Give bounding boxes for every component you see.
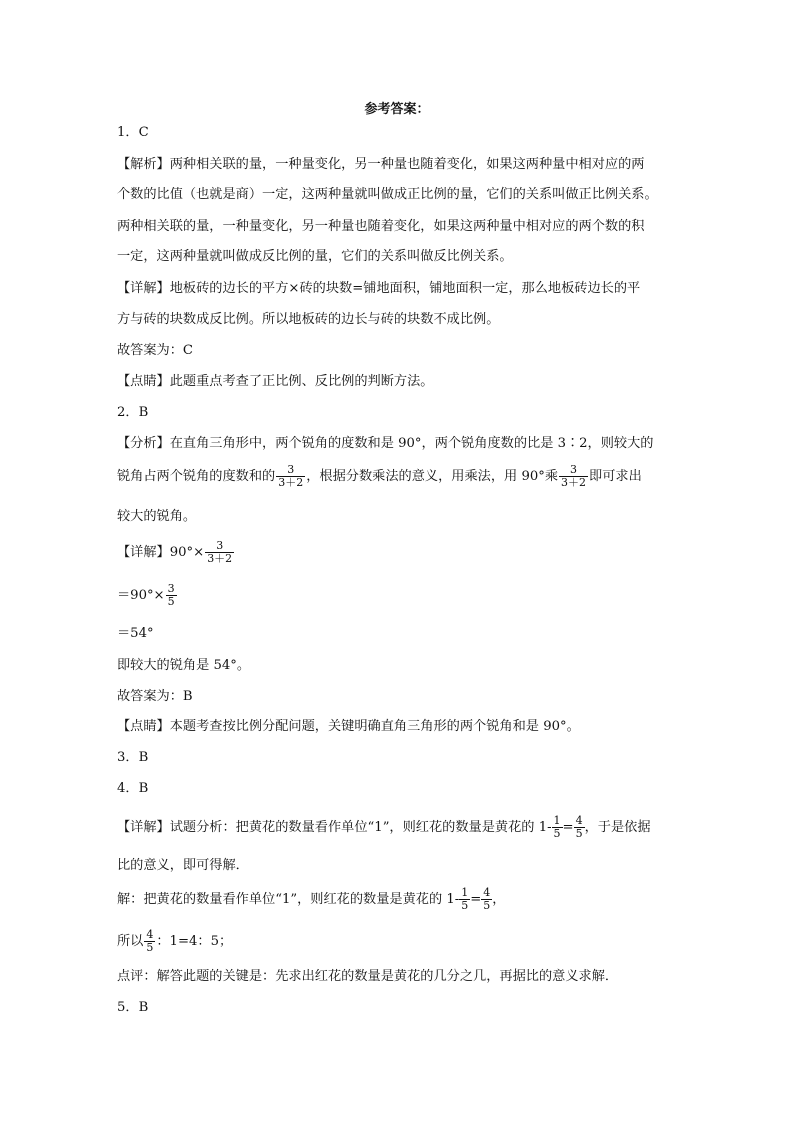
fraction-numerator: 3 xyxy=(167,582,175,595)
q2-analysis-text-c: 即可求出 xyxy=(589,469,642,484)
q1-analysis-line-4: 一定，这两种量就叫做成反比例的量，它们的关系叫做反比例关系。 xyxy=(117,249,513,264)
q2-analysis-text-a: 锐角占两个锐角的度数和的 xyxy=(117,469,276,484)
fraction-denominator: 3＋2 xyxy=(561,476,587,489)
q2-step-2 xyxy=(117,583,687,608)
q4-solution xyxy=(117,887,687,912)
fraction-denominator: 5 xyxy=(167,595,175,608)
fraction-denominator: 5 xyxy=(553,827,561,840)
fraction-denominator: 5 xyxy=(461,899,469,912)
q2-detail-prefix: 【详解】90°× xyxy=(117,545,205,560)
q2-detail xyxy=(117,540,687,565)
fraction-numerator: 1 xyxy=(461,886,469,899)
q1-conclusion: 故答案为：C xyxy=(117,343,194,358)
fraction xyxy=(559,464,588,489)
q4-so-line xyxy=(117,929,687,954)
q2-conclusion: 故答案为：B xyxy=(117,689,193,704)
fraction-denominator: 3＋2 xyxy=(278,476,304,489)
q4-solution-text-b: ， xyxy=(492,892,506,907)
q4-detail-text-b: ，于是依据 xyxy=(584,820,651,835)
q2-step-2-prefix: ＝90°× xyxy=(117,588,165,603)
fraction-denominator: 3＋2 xyxy=(207,552,233,565)
q1-answer: 1．C xyxy=(117,125,149,140)
q2-comment: 【点睛】本题考查按比例分配问题，关键明确直角三角形的两个锐角和是 90°。 xyxy=(117,719,580,734)
fraction xyxy=(459,887,470,912)
q1-analysis-line-1: 【解析】两种相关联的量，一种量变化，另一种量也随着变化，如果这两种量中相对应的两 xyxy=(117,157,645,172)
fraction-denominator: 5 xyxy=(146,941,154,954)
equals-sign: = xyxy=(562,820,574,835)
q2-analysis-line-1: 【分析】在直角三角形中，两个锐角的度数和是 90°，两个锐角度数的比是 3∶2，则较大的 xyxy=(117,436,654,451)
q2-analysis-line-3: 较大的锐角。 xyxy=(117,509,197,524)
fraction-numerator: 3 xyxy=(287,463,295,476)
fraction-numerator: 1 xyxy=(553,814,561,827)
fraction xyxy=(481,887,492,912)
q5-answer: 5．B xyxy=(117,1000,149,1015)
q2-step-3: ＝54° xyxy=(117,626,154,641)
fraction-denominator: 5 xyxy=(575,827,583,840)
q2-analysis-text-b: ，根据分数乘法的意义，用乘法，用 90°乘 xyxy=(306,469,559,484)
q4-review: 点评：解答此题的关键是：先求出红花的数量是黄花的几分之几，再据比的意义求解． xyxy=(117,969,619,984)
equals-sign: = xyxy=(470,892,482,907)
q1-detail-line-2: 方与砖的块数成反比例。所以地板砖的边长与砖的块数不成比例。 xyxy=(117,312,500,327)
page-title: 参考答案： xyxy=(364,102,430,117)
q1-detail-line-1: 【详解】地板砖的边长的平方×砖的块数=铺地面积，铺地面积一定，那么地板砖边长的平 xyxy=(117,281,641,296)
fraction xyxy=(574,815,585,840)
q4-so-text-b: ：1=4：5； xyxy=(156,934,233,949)
fraction-numerator: 3 xyxy=(570,463,578,476)
q1-comment: 【点睛】此题重点考查了正比例、反比例的判断方法。 xyxy=(117,374,434,389)
q4-detail-line-1 xyxy=(117,815,687,840)
q2-answer: 2．B xyxy=(117,405,149,420)
q4-so-text-a: 所以 xyxy=(117,934,144,949)
fraction-numerator: 4 xyxy=(575,814,583,827)
q3-answer: 3．B xyxy=(117,750,149,765)
fraction-numerator: 3 xyxy=(216,539,224,552)
fraction xyxy=(552,815,563,840)
q4-solution-text-a: 解：把黄花的数量看作单位“1”，则红花的数量是黄花的 1- xyxy=(117,892,460,907)
fraction xyxy=(205,540,234,565)
fraction xyxy=(276,464,305,489)
q1-analysis-line-3: 两种相关联的量，一种量变化，另一种量也随着变化，如果这两种量中相对应的两个数的积 xyxy=(117,219,645,234)
fraction-numerator: 4 xyxy=(483,886,491,899)
q4-detail-text-a: 【详解】试题分析：把黄花的数量看作单位“1”，则红花的数量是黄花的 1- xyxy=(117,820,552,835)
q4-detail-line-2: 比的意义，即可得解． xyxy=(117,858,249,873)
fraction xyxy=(144,929,155,954)
fraction xyxy=(166,583,177,608)
q4-answer: 4．B xyxy=(117,781,149,796)
q2-analysis-line-2 xyxy=(117,464,687,489)
fraction-numerator: 4 xyxy=(146,928,154,941)
fraction-denominator: 5 xyxy=(483,899,491,912)
q2-result: 即较大的锐角是 54°。 xyxy=(117,658,251,673)
q1-analysis-line-2: 个数的比值（也就是商）一定，这两种量就叫做成正比例的量，它们的关系叫做正比例关系。 xyxy=(117,187,658,202)
